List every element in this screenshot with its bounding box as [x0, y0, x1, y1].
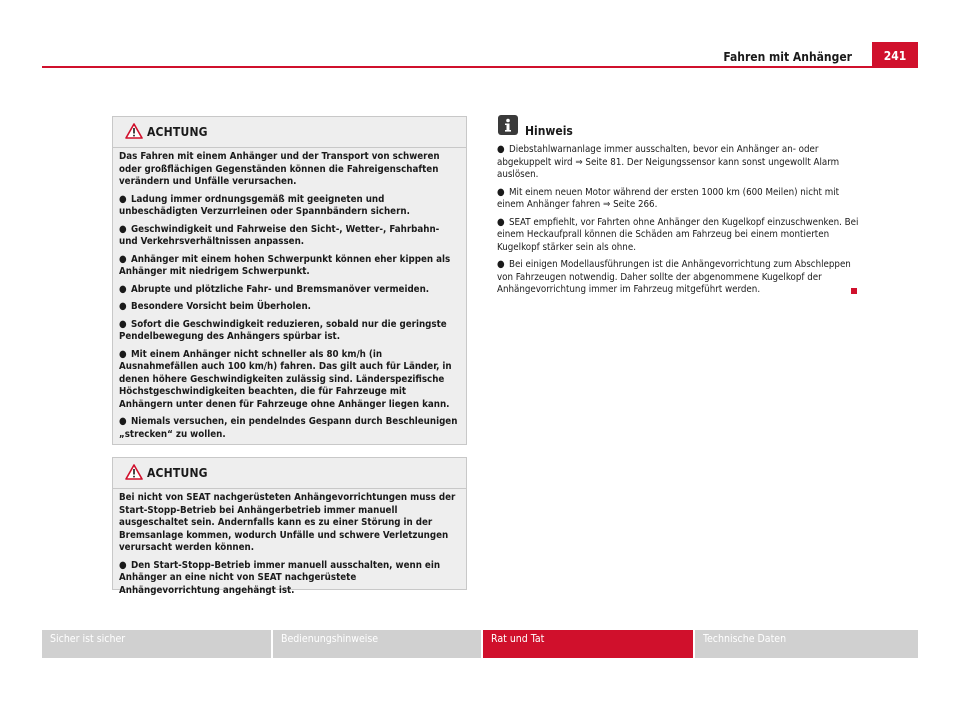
- warning-header: [113, 458, 466, 489]
- warning-bullet: ● Sofort die Geschwindigkeit reduzieren, sobald nur die geringste Pendelbewegung des Anhängers spürbar ist.: [119, 318, 447, 342]
- footer-tab-technische-daten[interactable]: Technische Daten: [695, 630, 918, 658]
- warning-header: [113, 117, 466, 148]
- footer-nav: [42, 630, 918, 658]
- warning-bullet: ● Ladung immer ordnungsgemäß mit geeigneten und unbeschädigten Verzurrleinen oder Spannbändern sichern.: [119, 193, 410, 217]
- warning-body: [113, 489, 466, 603]
- warning-body: [113, 148, 466, 447]
- footer-tab-bedienungshinweise[interactable]: Bedienungshinweise: [273, 630, 481, 658]
- info-icon: [497, 114, 519, 136]
- note-header: [497, 114, 857, 142]
- warning-title: ACHTUNG: [147, 466, 208, 480]
- note-bullet: ● Mit einem neuen Motor während der ersten 1000 km (600 Meilen) nicht mit einem Anhänger fahren ⇒ Seite 266.: [497, 186, 840, 210]
- warning-bullet: ● Mit einem Anhänger nicht schneller als 80 km/h (in Ausnahmefällen auch 100 km/h) fahren. Das gilt auch für Länder, in denen höhere Geschwindigkeiten zulässig sind. Länderspezifische Höchstgeschwindigkeiten beachten, die für Fahrzeuge mit Anhängern unter denen für Fahrzeuge ohne Anhänger liegen kann.: [119, 348, 452, 410]
- note-bullet: ● SEAT empfiehlt, vor Fahrten ohne Anhänger den Kugelkopf einzuschwenken. Bei einem Heckaufprall können die Schäden am Fahrzeug bei einem montierten Kugelkopf stärker sein als ohne.: [497, 216, 859, 253]
- page-number: 241: [872, 42, 918, 68]
- warning-title: ACHTUNG: [147, 125, 208, 139]
- section-end-marker: [851, 288, 857, 294]
- note-title: Hinweis: [525, 124, 573, 138]
- warning-bullet: ● Niemals versuchen, ein pendelndes Gespann durch Beschleunigen „strecken“ zu wollen.: [119, 416, 458, 440]
- header-rule: [42, 66, 918, 68]
- footer-tab-sicher-ist-sicher[interactable]: Sicher ist sicher: [42, 630, 271, 658]
- running-header-title: Fahren mit Anhänger: [723, 50, 852, 64]
- warning-bullet: ● Besondere Vorsicht beim Überholen.: [119, 301, 311, 312]
- warning-bullet: ● Abrupte und plötzliche Fahr- und Bremsmanöver vermeiden.: [119, 283, 430, 295]
- warning-triangle-icon: [125, 464, 143, 480]
- warning-triangle-icon: [125, 123, 143, 139]
- footer-tab-rat-und-tat[interactable]: Rat und Tat: [483, 630, 693, 658]
- warning-bullet: ● Geschwindigkeit und Fahrweise den Sicht-, Wetter-, Fahrbahn- und Verkehrsverhältnissen anpassen.: [119, 223, 440, 247]
- note-bullet: ● Diebstahlwarnanlage immer ausschalten, bevor ein Anhänger an- oder abgekuppelt wird ⇒ Seite 81. Der Neigungssensor kann sonst ungewollt Alarm auslösen.: [497, 144, 840, 180]
- note-body: [497, 144, 867, 302]
- warning-intro: Bei nicht von SEAT nachgerüsteten Anhängevorrichtungen muss der Start-Stopp-Betrieb bei Anhängerbetrieb immer manuell ausgeschaltet sein. Andernfalls kann es zu einer Störung in der Bremsanlage kommen, wodurch Unfälle und schwere Verletzungen verursacht werden können.: [119, 492, 456, 553]
- warning-bullet: ● Den Start-Stopp-Betrieb immer manuell ausschalten, wenn ein Anhänger an eine nicht von SEAT nachgerüstete Anhängevorrichtung angehängt ist.: [119, 559, 441, 596]
- warning-bullet: ● Anhänger mit einem hohen Schwerpunkt können eher kippen als Anhänger mit niedrigem Schwerpunkt.: [119, 253, 451, 277]
- warning-intro: Das Fahren mit einem Anhänger und der Transport von schweren oder großflächigen Gegenständen können die Fahreigenschaften verändern und Unfälle verursachen.: [119, 151, 440, 187]
- warning-box-1: [112, 116, 467, 445]
- warning-box-2: [112, 457, 467, 596]
- note-bullet: ● Bei einigen Modellausführungen ist die Anhängevorrichtung zum Abschleppen von Fahrzeugen notwendig. Daher sollte der abgenommene Kugelkopf der Anhängevorrichtung immer im Fahrzeug mitgeführt werden.: [497, 259, 851, 295]
